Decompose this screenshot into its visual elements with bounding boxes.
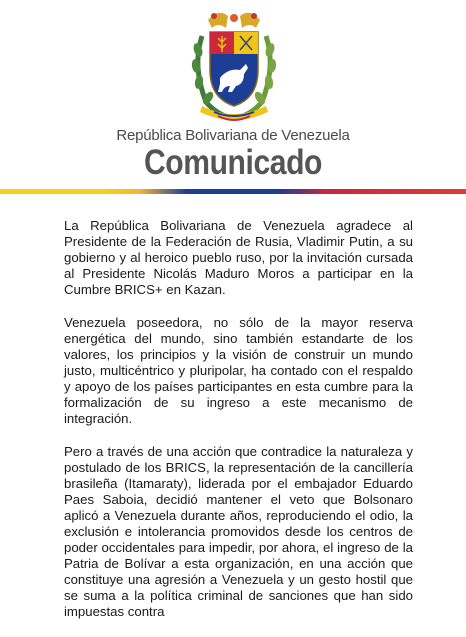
document-header xyxy=(0,0,466,200)
paragraph: La República Bolivariana de Venezuela agradece al Presidente de la Federación de Rusia, Vladimir Putin, a su gobierno y al heroico pueblo ruso, por la invitación cursada al Presidente Nicolás Maduro Moros a participar en la Cumbre BRICS+ en Kazan. xyxy=(64,218,413,297)
coat-of-arms-icon xyxy=(188,6,280,124)
paragraph: Pero a través de una acción que contradice la naturaleza y postulado de los BRICS, la representación de la cancillería brasileña (Itamaraty), liderada por el embajador Eduardo Paes Saboia, decidió mantener el veto que Bolsonaro aplicó a Venezuela durante años, reproduciendo el odio, la exclusión e intolerancia promovidos desde los centros de poder occidentales para impedir, por ahora, el ingreso de la Patria de Bolívar a esta organización, en una acción que constituye una agresión a Venezuela y un gesto hostil que se suma a la política criminal de sanciones que han sido impuestas contra xyxy=(64,444,413,619)
communique-body xyxy=(64,218,413,637)
document-title: Comunicado xyxy=(144,143,322,182)
stars-icon: ★★★★★★★★ xyxy=(178,183,294,189)
issuer-name: República Bolivariana de Venezuela xyxy=(116,127,350,144)
paragraph: Venezuela poseedora, no sólo de la mayor reserva energética del mundo, sino también estandarte de los valores, los principios y la visión de construir un mundo justo, multicéntrico y pluripolar, ha contado con el respaldo y apoyo de los países participantes en esta cumbre para la formalización de su ingreso a este mecanismo de integración. xyxy=(64,315,413,426)
